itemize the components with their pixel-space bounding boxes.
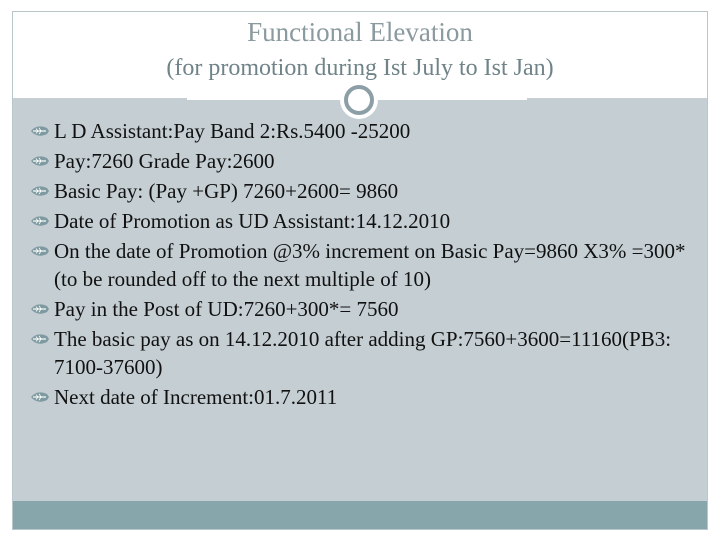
- bullet-item: [24, 295, 697, 323]
- feather-arrow-bullet-icon: [30, 331, 50, 347]
- slide-title: Functional Elevation: [247, 17, 473, 47]
- bullet-text: The basic pay as on 14.12.2010 after adding GP:7560+3600=11160(PB3: 7100-37600): [54, 327, 672, 379]
- feather-arrow-bullet-icon: [30, 123, 50, 139]
- feather-arrow-bullet-icon: [30, 213, 50, 229]
- bullet-text: Basic Pay: (Pay +GP) 7260+2600= 9860: [54, 179, 399, 203]
- bullet-text: Date of Promotion as UD Assistant:14.12.2010: [54, 209, 451, 233]
- bullet-text: L D Assistant:Pay Band 2:Rs.5400 -25200: [54, 119, 411, 143]
- bullet-text: Pay:7260 Grade Pay:2600: [54, 149, 275, 173]
- bullet-item: [24, 207, 697, 235]
- content-area: [13, 98, 707, 501]
- ring-ornament-icon: [340, 81, 378, 119]
- bullet-list: [24, 117, 697, 411]
- bullet-item: [24, 383, 697, 411]
- bullet-item: [24, 117, 697, 145]
- bullet-item: [24, 325, 697, 381]
- bullet-text: Next date of Increment:01.7.2011: [54, 385, 338, 409]
- bullet-text: On the date of Promotion @3% increment on Basic Pay=9860 X3% =300*(to be rounded off to the next multiple of 10): [54, 239, 686, 291]
- feather-arrow-bullet-icon: [30, 183, 50, 199]
- feather-arrow-bullet-icon: [30, 243, 50, 259]
- footer-bar: [13, 501, 707, 529]
- bullet-item: [24, 237, 697, 293]
- bullet-text: Pay in the Post of UD:7260+300*= 7560: [54, 297, 399, 321]
- slide-subtitle: (for promotion during Ist July to Ist Jan): [166, 55, 554, 81]
- feather-arrow-bullet-icon: [30, 301, 50, 317]
- feather-arrow-bullet-icon: [30, 389, 50, 405]
- bullet-item: [24, 147, 697, 175]
- feather-arrow-bullet-icon: [30, 153, 50, 169]
- bullet-item: [24, 177, 697, 205]
